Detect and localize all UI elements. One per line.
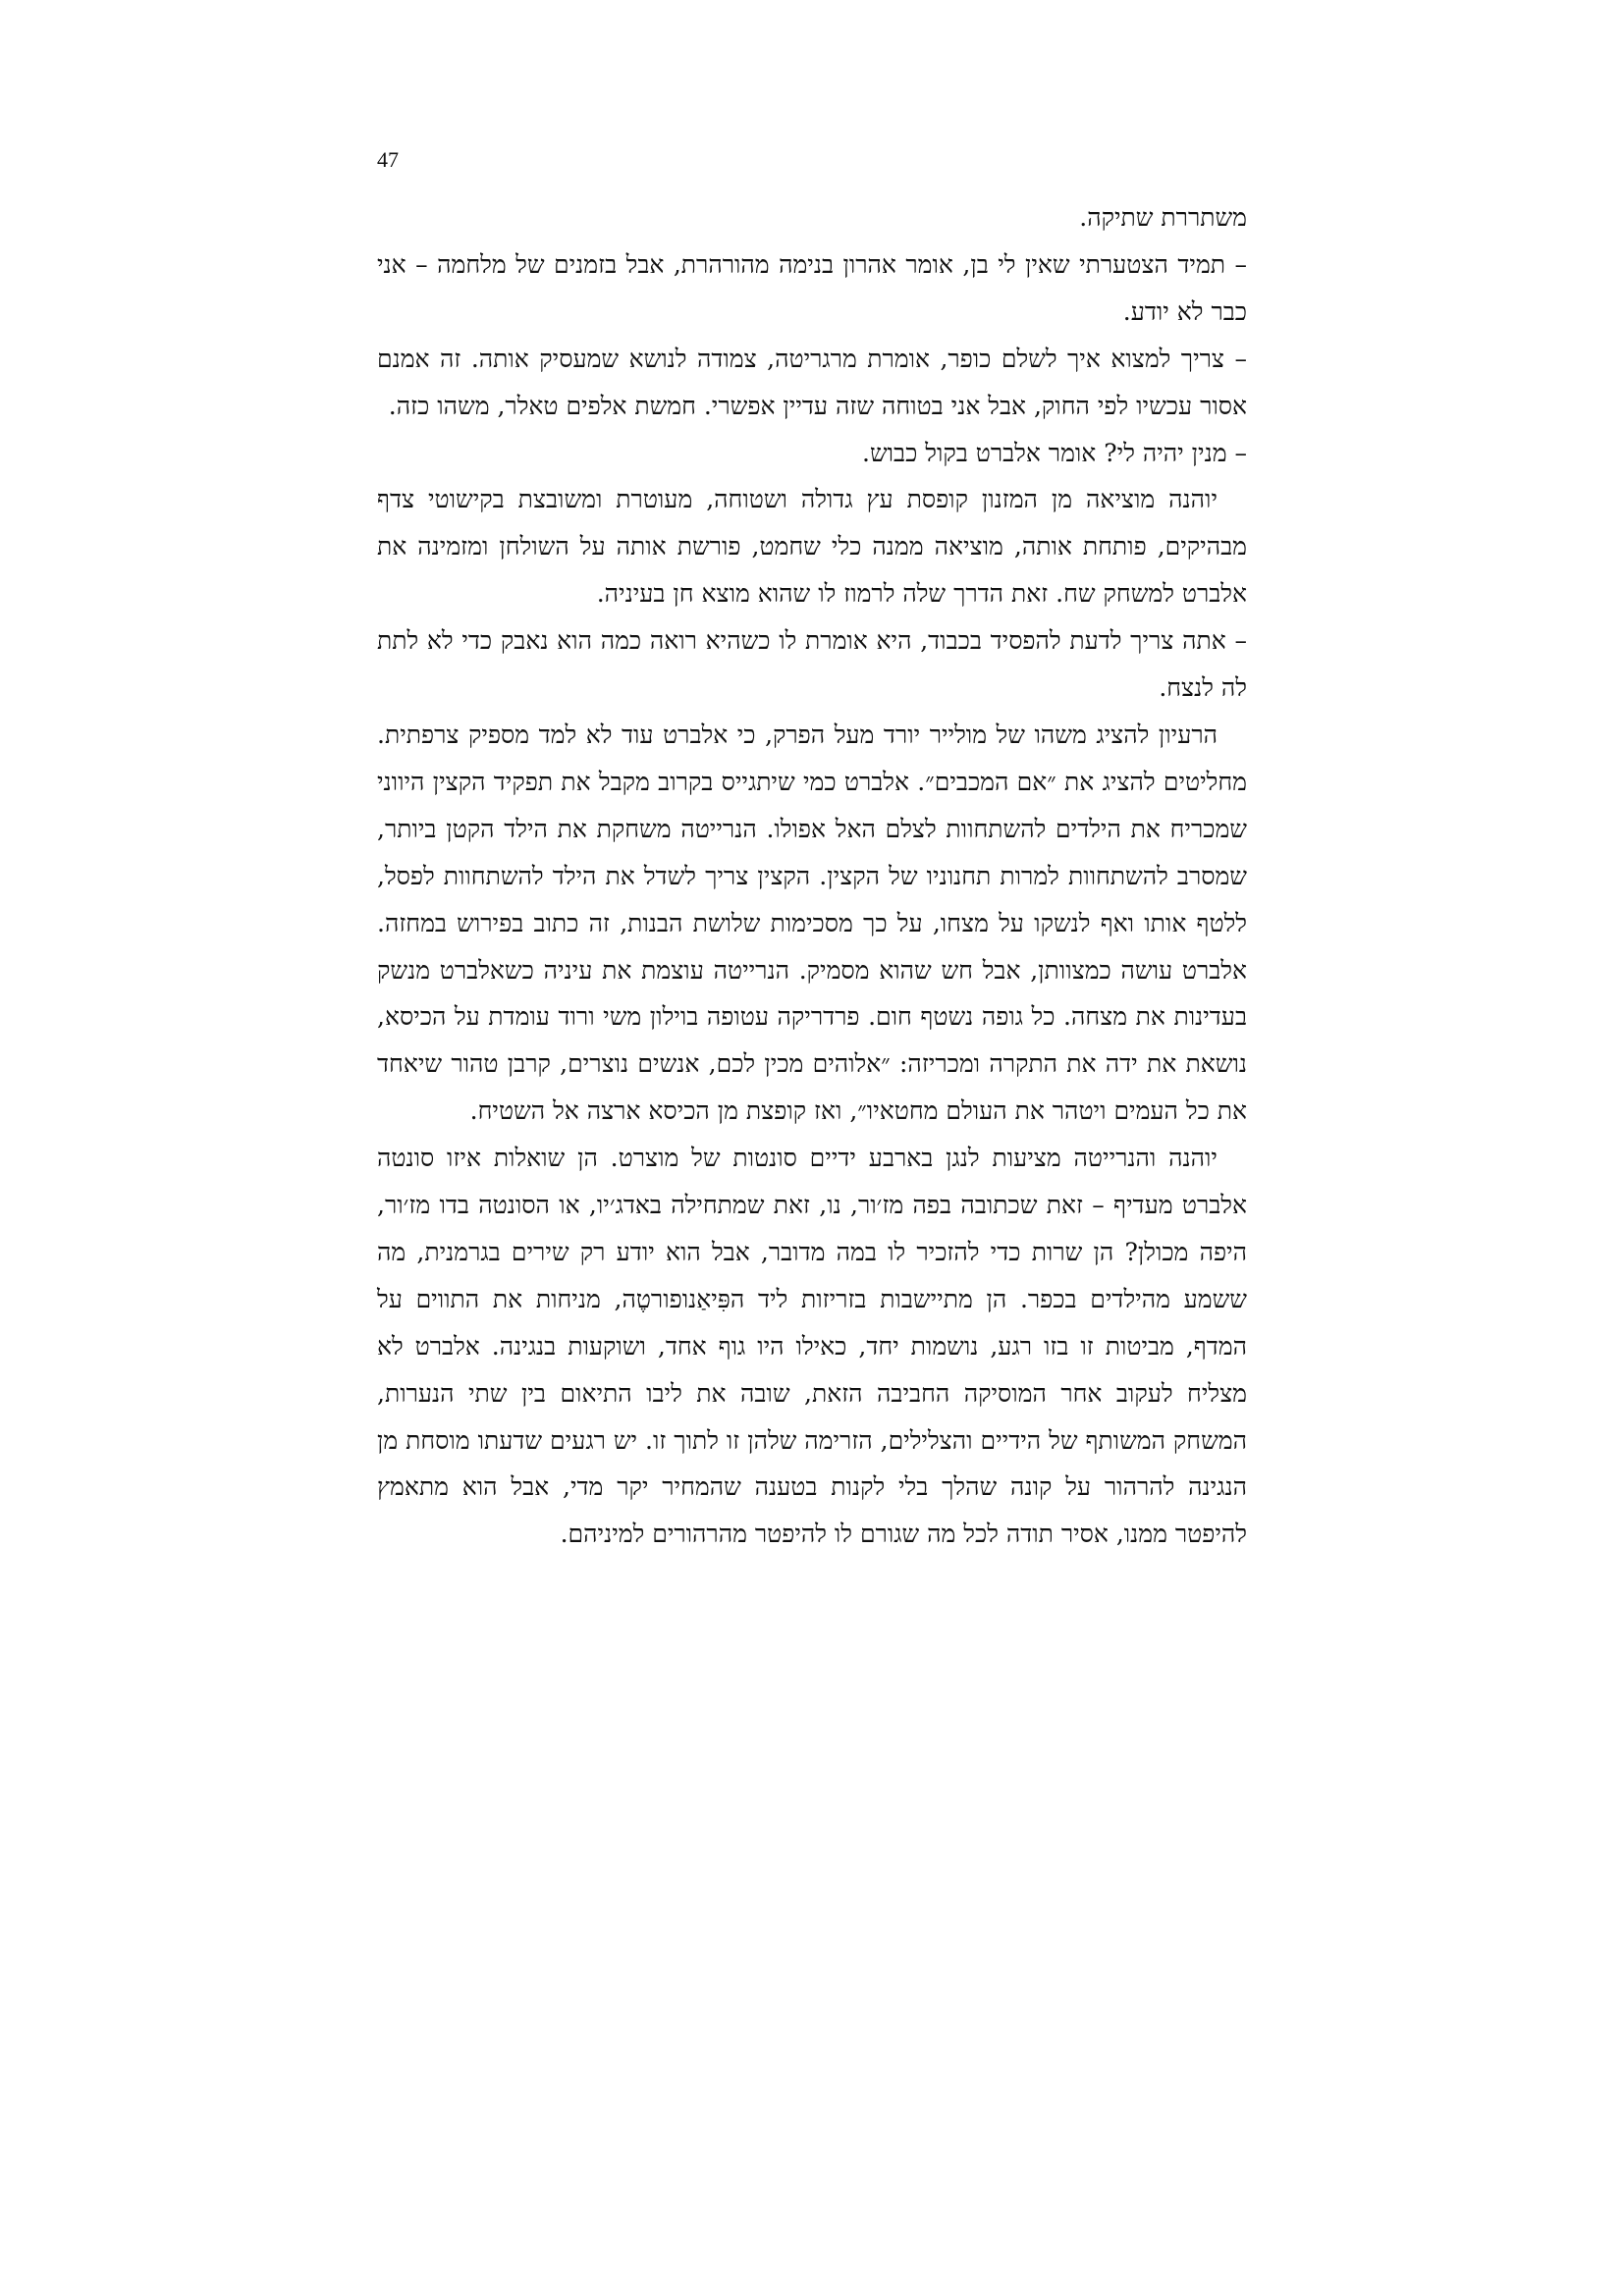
paragraph: – צריך למצוא איך לשלם כופר, אומרת מרגריטה, צמודה לנושא שמעסיק אותה. זה אמנם אסור עכשיו לפי החוק, אבל אני בטוחה שזה עדיין אפשרי. חמשת אלפים טאלר, משהו כזה. (377, 344, 1247, 420)
paragraph: יוהנה והנרייטה מציעות לנגן בארבע ידיים סונטות של מוצרט. הן שואלות איזו סונטה אלברט מעדיף – זאת שכתובה בפה מז׳ור, נו, זאת שמתחילה באדג׳יו, או הסונטה בדו מז׳ור, היפה מכולן? הן שרות כדי להזכיר לו במה מדובר, אבל הוא יודע רק שירים בגרמנית, מה ששמע מהילדים בכפר. הן מתיישבות בזריזות ליד הפִּיאַנופורטֶה, מניחות את התווים על המדף, מביטות זו בזו רגע, נושמות יחד, כאילו היו גוף אחד, ושוקעות בנגינה. אלברט לא מצליח לעקוב אחר המוסיקה החביבה הזאת, שובה את ליבו התיאום בין שתי הנערות, המשחק המשותף של הידיים והצלילים, הזרימה שלהן זו לתוך זו. יש רגעים שדעתו מוסחת מן הנגינה להרהור על קונה שהלך בלי לקנות בטענה שהמחיר יקר מדי, אבל הוא מתאמץ להיפטר ממנו, אסיר תודה לכל מה שגורם לו להיפטר מהרהורים למיניהם. (377, 1144, 1247, 1549)
paragraph: – מנין יהיה לי? אומר אלברט בקול כבוש. (862, 438, 1247, 467)
page-number: 47 (377, 147, 399, 172)
paragraph: הרעיון להציג משהו של מולייר יורד מעל הפרק, כי אלברט עוד לא למד מספיק צרפתית. מחליטים להציג את ״אם המכבים״. אלברט כמי שיתגייס בקרוב מקבל את תפקיד הקצין היווני שמכריח את הילדים להשתחוות לצלם האל אפולו. הנרייטה משחקת את הילד הקטן ביותר, שמסרב להשתחוות למרות תחנוניו של הקצין. הקצין צריך לשדל את הילד להשתחוות לפסל, ללטף אותו ואף לנשקו על מצחו, על כך מסכימות שלושת הבנות, זה כתוב בפירוש במחזה. אלברט עושה כמצוותן, אבל חש שהוא מסמיק. הנרייטה עוצמת את עיניה כשאלברט מנשק בעדינות את מצחה. כל גופה נשטף חום. פרדריקה עטופה בוילון משי ורוד עומדת על הכיסא, נושאת את ידה את התקרה ומכריזה: ״אלוהים מכין לכם, אנשים נוצרים, קרבן טהור שיאחד את כל העמים ויטהר את העולם מחטאיו״, ואז קופצת מן הכיסא ארצה אל השטיח. (377, 720, 1247, 1126)
paragraph: – תמיד הצטערתי שאין לי בן, אומר אהרון בנימה מהורהרת, אבל בזמנים של מלחמה – אני כבר לא יודע. (377, 249, 1247, 326)
body-text (377, 194, 1247, 1558)
paragraph: יוהנה מוציאה מן המזנון קופסת עץ גדולה ושטוחה, מעוטרת ומשובצת בקישוטי צדף מבהיקים, פותחת אותה, מוציאה ממנה כלי שחמט, פורשת אותה על השולחן ומזמינה את אלברט למשחק שח. זאת הדרך שלה לרמוז לו שהוא מוצא חן בעיניה. (377, 485, 1247, 609)
paragraph: משתררת שתיקה. (1079, 203, 1247, 232)
paragraph: – אתה צריך לדעת להפסיד בכבוד, היא אומרת לו כשהיא רואה כמה הוא נאבק כדי לא לתת לה לנצח. (377, 626, 1247, 703)
